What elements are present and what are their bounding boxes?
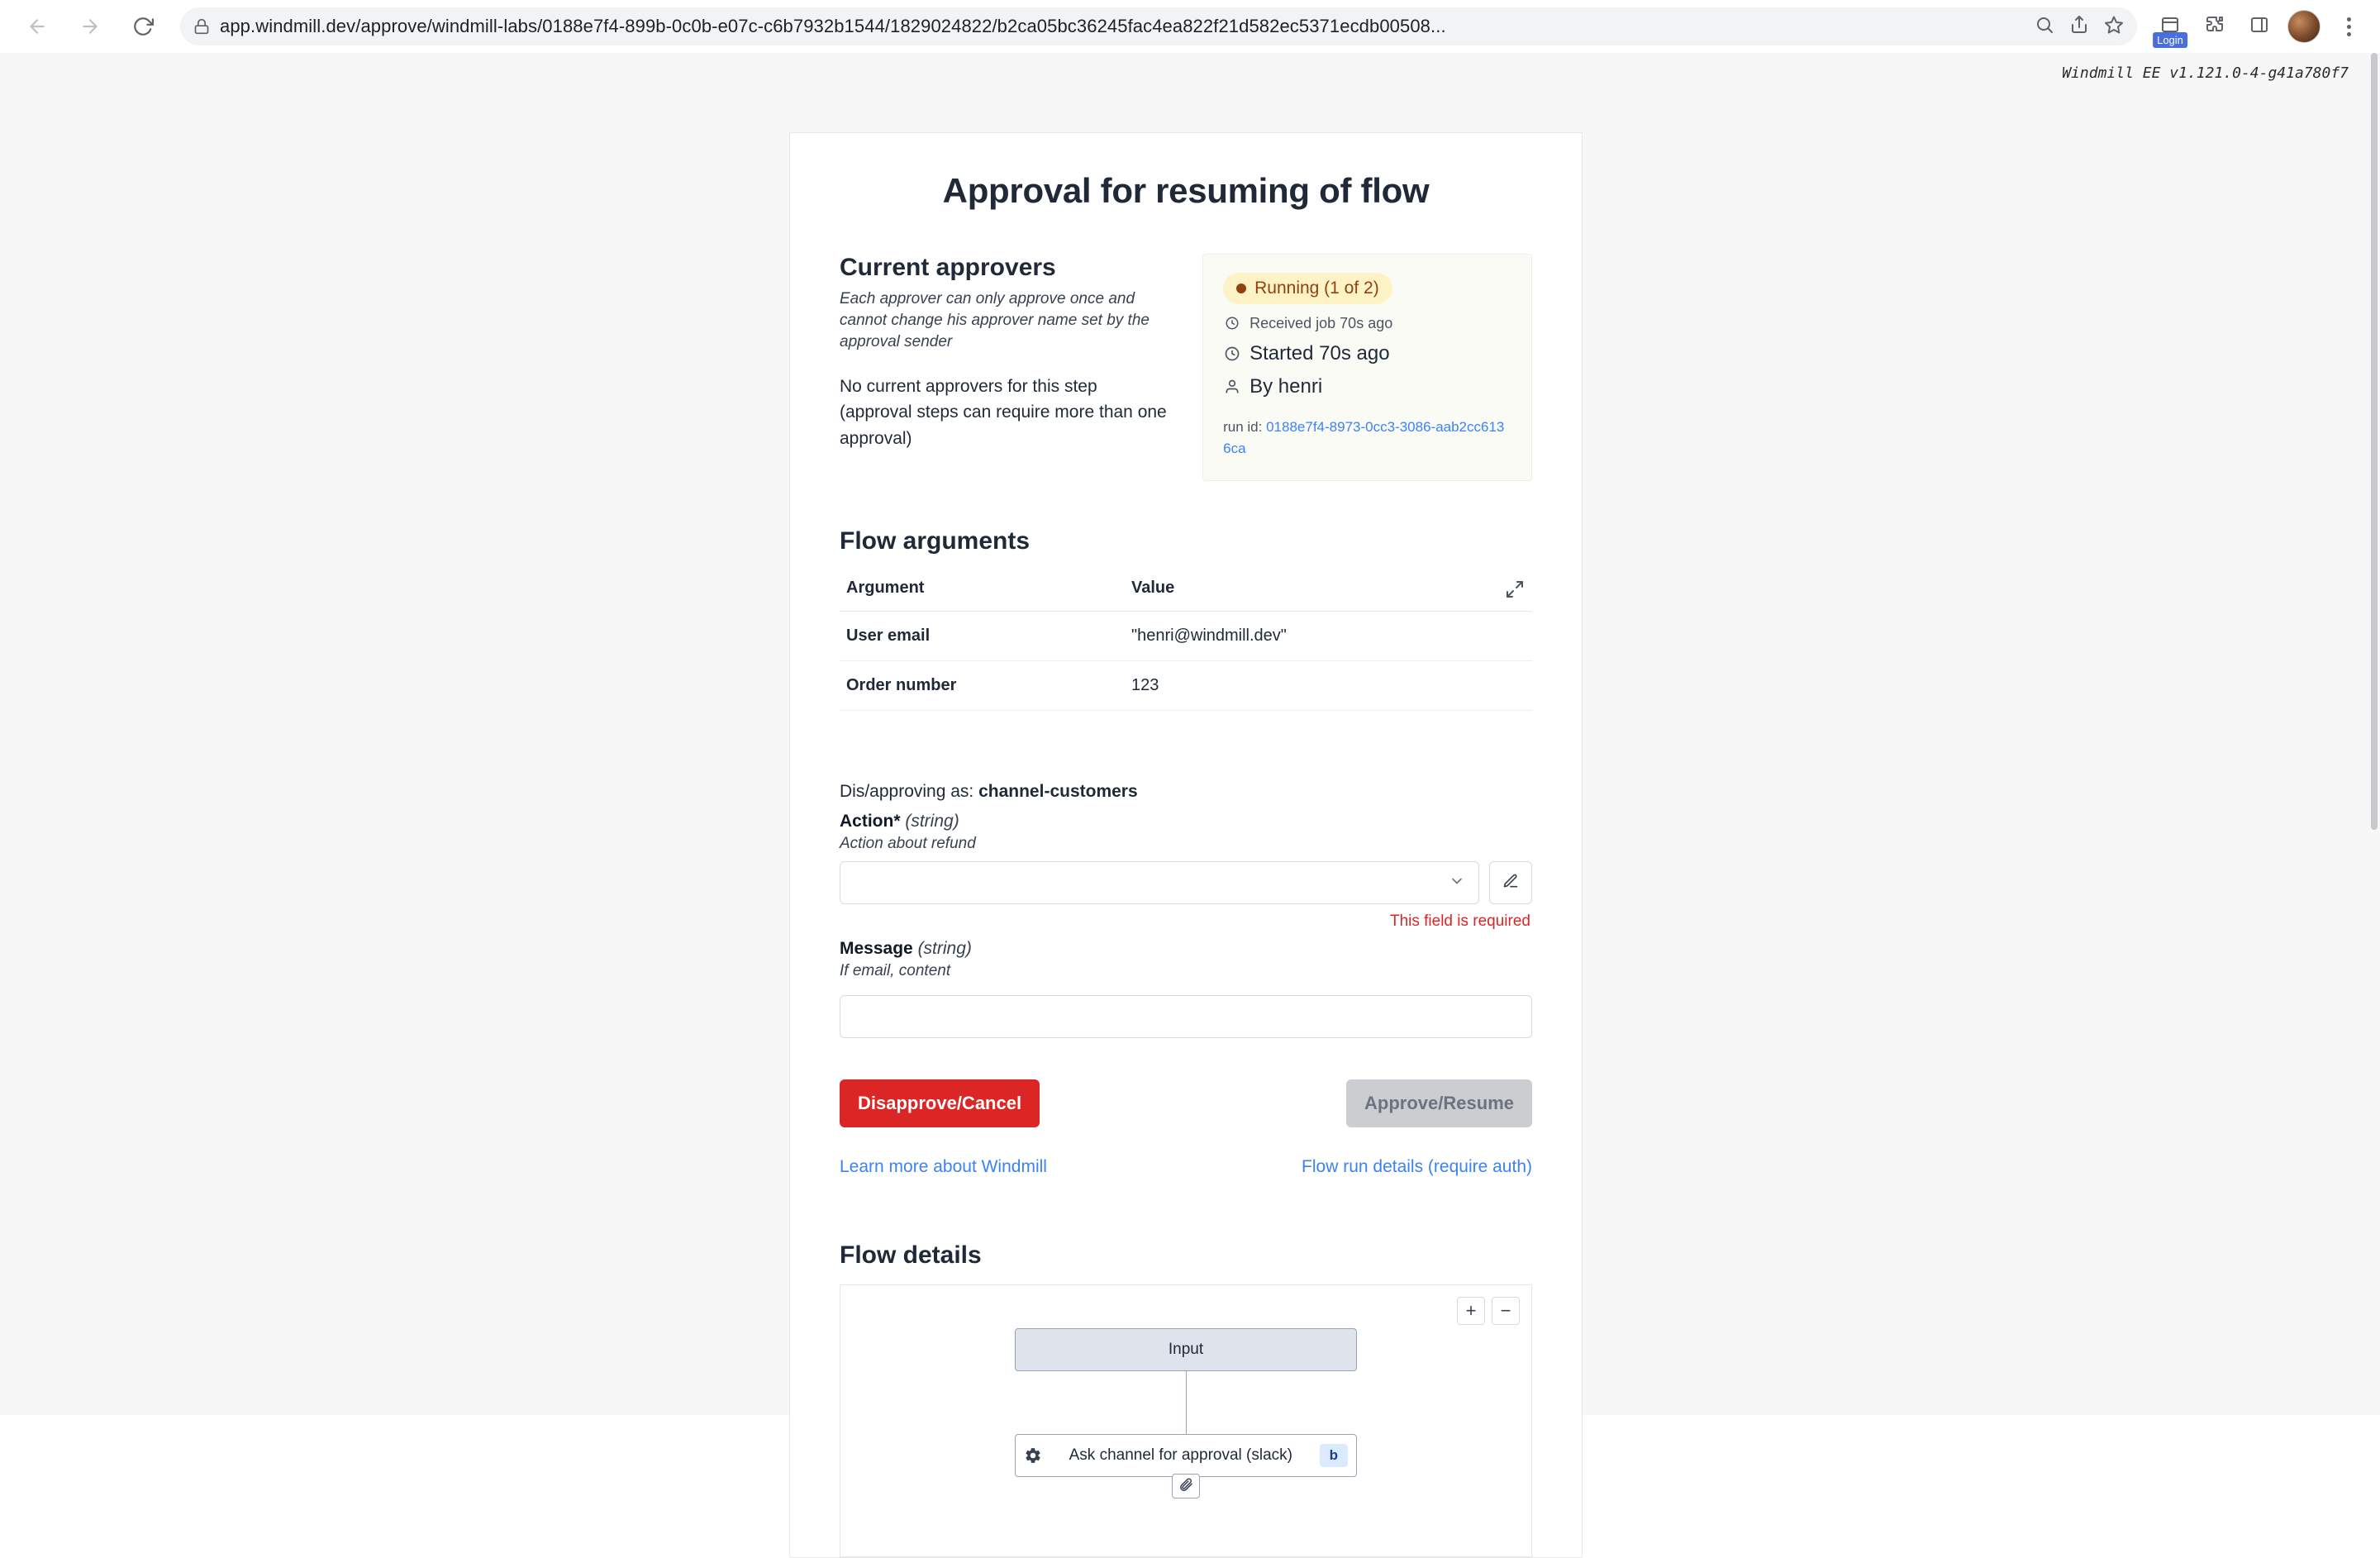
- flow-details-heading: Flow details: [840, 1241, 982, 1269]
- table-row: [840, 661, 1532, 711]
- message-label-text: Message: [840, 939, 913, 958]
- flow-graph-canvas[interactable]: [840, 1284, 1532, 1557]
- user-icon: [1223, 378, 1241, 396]
- status-received-line: [1223, 314, 1511, 332]
- attachment-icon: [1178, 1477, 1193, 1496]
- action-input-row: [840, 861, 1532, 904]
- flow-node-label: Ask channel for approval (slack): [1069, 1446, 1292, 1464]
- clock-icon: [1223, 345, 1241, 363]
- action-buttons-row: [840, 1079, 1532, 1127]
- flow-arguments-heading: Flow arguments: [840, 527, 1031, 555]
- argument-name: User email: [840, 612, 1125, 661]
- reload-icon: [132, 16, 154, 37]
- side-panel-button[interactable]: [2243, 10, 2276, 43]
- arrow-left-icon: [26, 16, 48, 37]
- expand-icon[interactable]: [1502, 577, 1527, 602]
- lock-icon: [193, 18, 210, 35]
- back-button[interactable]: [15, 4, 60, 49]
- table-header-row: [840, 570, 1532, 612]
- current-approvers-heading: Current approvers: [840, 254, 1056, 281]
- current-approvers-section: [840, 254, 1171, 451]
- page-scrollbar[interactable]: [2368, 53, 2380, 1415]
- status-dot-icon: [1236, 283, 1246, 293]
- flow-node-ask-channel-approval[interactable]: [1015, 1434, 1357, 1477]
- approval-summary-row: [840, 254, 1532, 481]
- action-type: (string): [905, 812, 959, 831]
- job-status-box: [1202, 254, 1532, 481]
- run-id-link[interactable]: 0188e7f4-8973-0cc3-3086-aab2cc6136ca: [1223, 419, 1505, 456]
- run-id-label: run id:: [1223, 419, 1263, 435]
- search-icon[interactable]: [2035, 15, 2054, 39]
- message-input[interactable]: [840, 995, 1532, 1038]
- argument-name: Order number: [840, 661, 1125, 711]
- flow-node-attachment[interactable]: [1172, 1474, 1200, 1498]
- version-stamp: Windmill EE v1.121.0-4-g41a780f7: [2062, 64, 2349, 82]
- scrollbar-thumb[interactable]: [2371, 53, 2378, 830]
- action-edit-button[interactable]: [1489, 861, 1532, 904]
- action-required-mark: *: [893, 812, 901, 831]
- pencil-icon: [1502, 873, 1519, 893]
- status-started-line: [1223, 342, 1511, 365]
- action-select[interactable]: [840, 861, 1479, 904]
- flow-edge: [1186, 1371, 1187, 1434]
- login-badge: Login: [2153, 32, 2187, 48]
- star-icon[interactable]: [2104, 15, 2124, 39]
- side-panel-icon: [2249, 15, 2269, 39]
- page-viewport: [0, 53, 2380, 1464]
- arrow-right-icon: [79, 16, 101, 37]
- learn-more-link[interactable]: Learn more about Windmill: [840, 1157, 1047, 1176]
- approving-as-line: [840, 782, 1532, 802]
- approve-resume-button[interactable]: Approve/Resume: [1346, 1079, 1532, 1127]
- status-started-text: Started 70s ago: [1250, 342, 1390, 364]
- avatar[interactable]: [2287, 10, 2320, 43]
- login-extension-button[interactable]: [2154, 10, 2187, 46]
- page-title: Approval for resuming of flow: [942, 171, 1430, 210]
- extensions-button[interactable]: [2198, 10, 2231, 43]
- action-field-label: [840, 812, 1532, 831]
- status-received-text: Received job 70s ago: [1250, 314, 1393, 331]
- status-by-text: By henri: [1250, 375, 1323, 398]
- current-approvers-note: Each approver can only approve once and cannot change his approver name set by the approval sender: [840, 290, 1150, 351]
- column-header-argument: Argument: [840, 570, 1125, 612]
- zoom-controls: [1457, 1297, 1520, 1325]
- column-header-value: Value: [1125, 570, 1532, 612]
- browser-toolbar: [0, 0, 2380, 53]
- reload-button[interactable]: [121, 4, 165, 49]
- run-id-block: [1223, 417, 1511, 459]
- gear-icon: [1024, 1446, 1042, 1465]
- action-error-message: This field is required: [1389, 912, 1530, 930]
- flow-arguments-table: [840, 570, 1532, 711]
- status-badge: [1223, 273, 1392, 304]
- extension-puzzle-icon: [2205, 15, 2225, 39]
- browser-actions: [2150, 10, 2365, 46]
- forward-button[interactable]: [68, 4, 112, 49]
- approving-as-value: channel-customers: [978, 782, 1138, 801]
- action-label-text: Action: [840, 812, 894, 831]
- argument-value: 123: [1125, 661, 1532, 711]
- flow-run-details-link[interactable]: Flow run details (require auth): [1302, 1157, 1532, 1176]
- status-badge-label: Running (1 of 2): [1254, 279, 1379, 298]
- flow-arguments-table-wrap: [840, 570, 1532, 711]
- footer-links-row: [840, 1157, 1532, 1177]
- zoom-in-button[interactable]: +: [1457, 1297, 1485, 1325]
- approving-as-label: Dis/approving as:: [840, 782, 974, 801]
- message-field-label: [840, 939, 1532, 959]
- message-field-description: If email, content: [840, 962, 951, 979]
- share-icon[interactable]: [2069, 15, 2089, 39]
- table-row: [840, 612, 1532, 661]
- clock-icon: [1223, 314, 1241, 332]
- flow-node-badge: b: [1320, 1444, 1348, 1467]
- current-approvers-body: No current approvers for this step (approval steps can require more than one approval): [840, 376, 1167, 448]
- browser-menu-button[interactable]: [2332, 10, 2365, 43]
- disapprove-cancel-button[interactable]: Disapprove/Cancel: [840, 1079, 1040, 1127]
- action-field-description: Action about refund: [840, 835, 976, 852]
- flow-node-input[interactable]: Input: [1015, 1328, 1357, 1371]
- chevron-down-icon: [1449, 873, 1465, 893]
- address-bar[interactable]: [180, 7, 2137, 45]
- three-dot-menu-icon: [2347, 17, 2351, 36]
- status-by-line: [1223, 375, 1511, 398]
- approval-card: [789, 132, 1583, 1558]
- argument-value: "henri@windmill.dev": [1125, 612, 1532, 661]
- url-text: app.windmill.dev/approve/windmill-labs/0188e7f4-899b-0c0b-e07c-c6b7932b1544/1829024822/b2ca05bc36245fac4ea822f21d582ec5371ecdb00508...: [220, 16, 1446, 36]
- message-type: (string): [917, 939, 972, 958]
- zoom-out-button[interactable]: −: [1492, 1297, 1520, 1325]
